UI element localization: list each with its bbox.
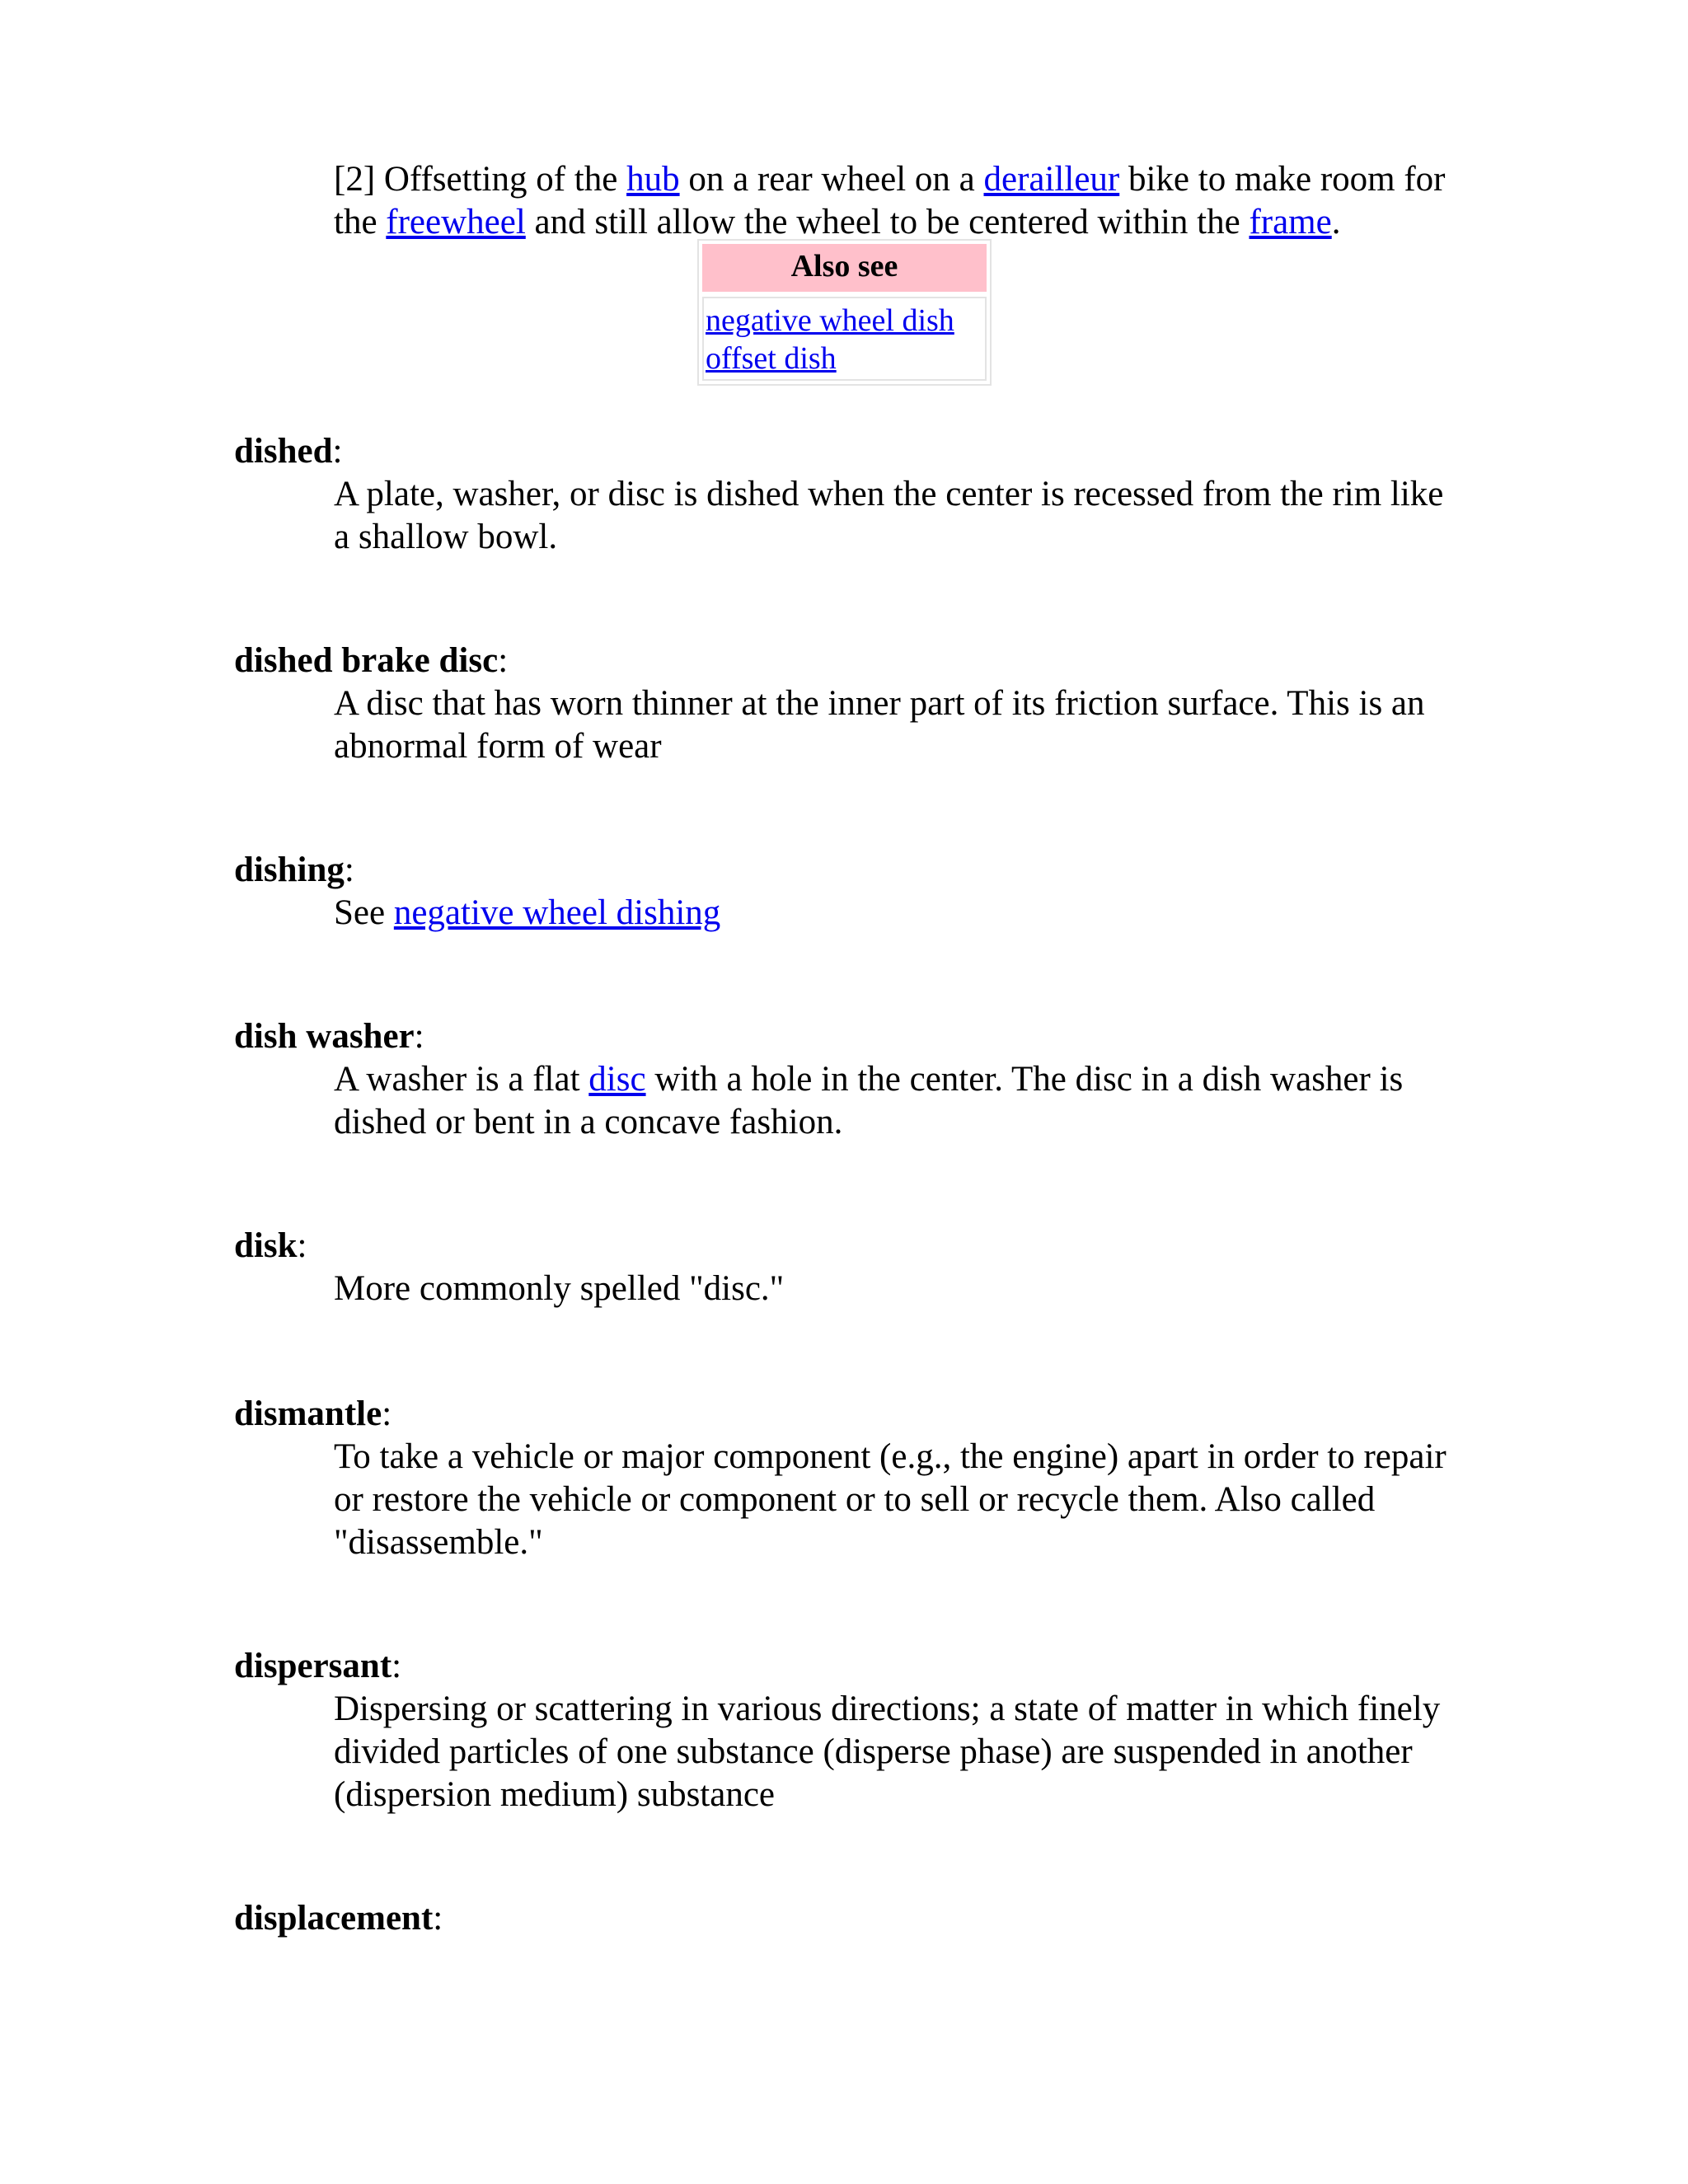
- term-dished-brake-disc: [234, 640, 508, 682]
- definition-text: A washer is a flat: [334, 1060, 589, 1099]
- term-colon: :: [297, 1226, 307, 1265]
- term-label: disk: [234, 1226, 298, 1265]
- definition-text: on a rear wheel on a: [679, 160, 984, 199]
- term-dish-washer: [234, 1015, 424, 1058]
- definition-dish-washer: [334, 1058, 1459, 1144]
- term-colon: :: [344, 851, 354, 889]
- term-displacement: [234, 1897, 443, 1940]
- link-disc[interactable]: disc: [588, 1060, 646, 1099]
- also-see-heading: Also see: [702, 244, 987, 292]
- definition-disk: More commonly spelled "disc.": [334, 1269, 785, 1308]
- term-dispersant: [234, 1645, 401, 1688]
- term-label: dispersant: [234, 1647, 392, 1685]
- term-disk: [234, 1225, 307, 1268]
- link-freewheel[interactable]: freewheel: [386, 203, 526, 241]
- definition-2: [334, 158, 1459, 244]
- definition-number: [2]: [334, 160, 376, 199]
- definition-dishing: [334, 892, 1459, 935]
- also-see-links: [702, 297, 987, 381]
- term-label: dish washer: [234, 1017, 415, 1056]
- term-colon: :: [392, 1647, 402, 1685]
- definition-text: .: [1331, 203, 1341, 241]
- definition-dispersant: Dispersing or scattering in various directions; a state of matter in which finely divided particles of one substance (disperse phase) are suspended in another (dispersion medium) substance: [334, 1690, 1441, 1814]
- term-label: dismantle: [234, 1394, 382, 1433]
- term-colon: :: [498, 641, 509, 680]
- definition-dished: A plate, washer, or disc is dished when the center is recessed from the rim like a shallow bowl.: [334, 475, 1444, 556]
- term-colon: :: [414, 1017, 424, 1056]
- definition-dismantle: To take a vehicle or major component (e.g., the engine) apart in order to repair or restore the vehicle or component or to sell or recycle them. Also called "disassemble.": [334, 1437, 1447, 1562]
- term-label: dished brake disc: [234, 641, 499, 680]
- definition-text: bike to make room for the: [334, 160, 1446, 241]
- link-frame[interactable]: frame: [1249, 203, 1332, 241]
- link-negative-wheel-dish[interactable]: negative wheel dish: [706, 303, 954, 338]
- term-label: displacement: [234, 1899, 434, 1938]
- link-derailleur[interactable]: derailleur: [983, 160, 1120, 199]
- link-offset-dish[interactable]: offset dish: [706, 341, 837, 376]
- term-dishing: [234, 849, 354, 892]
- link-negative-wheel-dishing[interactable]: negative wheel dishing: [393, 893, 721, 932]
- definition-dished-brake-disc: A disc that has worn thinner at the inner part of its friction surface. This is an abnormal form of wear: [334, 684, 1425, 766]
- term-colon: :: [382, 1394, 392, 1433]
- also-see-box: [697, 239, 992, 386]
- link-hub[interactable]: hub: [626, 160, 680, 199]
- term-dished: [234, 430, 342, 473]
- term-label: dished: [234, 432, 333, 471]
- definition-text: Offsetting of the: [383, 160, 627, 199]
- term-colon: :: [332, 432, 343, 471]
- definition-text: and still allow the wheel to be centered within the: [525, 203, 1250, 241]
- term-dismantle: [234, 1393, 392, 1436]
- definition-text: See: [334, 893, 394, 932]
- term-label: dishing: [234, 851, 345, 889]
- definition-text: with a hole in the center. The disc in a dish washer is dished or bent in a concave fashion.: [334, 1060, 1404, 1141]
- term-colon: :: [433, 1899, 443, 1938]
